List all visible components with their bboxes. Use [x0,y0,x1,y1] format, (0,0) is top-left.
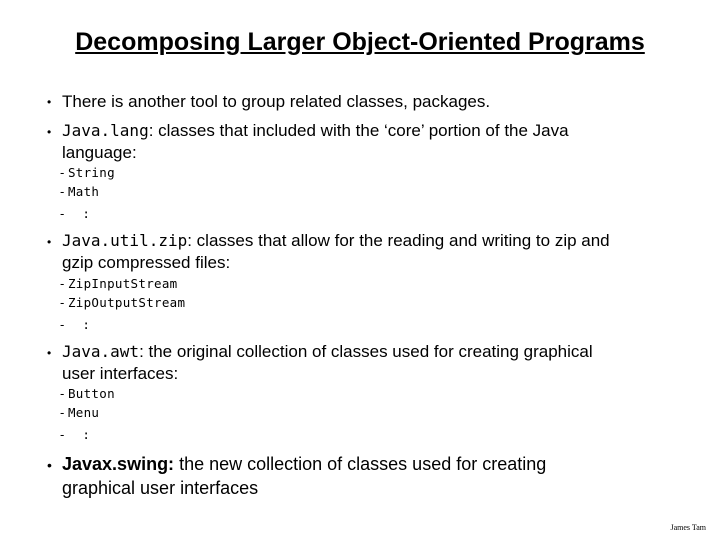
sub-item-zipoutputstream: ZipOutputStream [67,295,186,310]
bullet-5-line2: graphical user interfaces [62,478,259,498]
slide-title: Decomposing Larger Object-Oriented Programs [75,28,645,56]
bullet-3-line1 [62,230,610,252]
bullet-2-marker: • [47,125,52,139]
bullet-1-marker: • [47,95,52,109]
bullet-5-line1 [62,452,546,476]
bullet-3-marker: • [47,235,52,249]
sub-item-zipinputstream: ZipInputStream [67,276,178,291]
bullet-2-sub-1: - String [60,165,115,180]
bullet-3-code: Java.util.zip [62,231,188,250]
sub-item-menu: Menu [67,405,100,420]
bullet-4-sub-1: - Button [60,386,115,401]
bullet-2-ellipsis: - : [60,206,91,221]
bullet-3-desc: : classes that allow for the reading and writing to zip and [187,231,610,250]
bullet-5-bold: Javax.swing: [62,454,175,474]
bullet-5-desc: the new collection of classes used for creating [174,454,547,474]
bullet-4-ellipsis: - : [60,427,91,442]
bullet-4-sub-2: - Menu [60,405,100,420]
bullet-4-line2: user interfaces: [62,364,179,383]
bullet-4-marker: • [47,346,52,360]
bullet-1-text: There is another tool to group related classes, packages. [62,92,491,111]
bullet-3-sub-1: - ZipInputStream [60,276,178,291]
bullet-2-code: Java.lang [62,121,149,140]
bullet-2-sub-2: - Math [60,184,100,199]
sub-item-button: Button [67,386,115,401]
bullet-4-desc: : the original collection of classes used for creating graphical [139,342,593,361]
bullet-3-ellipsis: - : [60,317,91,332]
bullet-5-marker: • [47,457,52,473]
bullet-4-line1 [62,341,593,363]
bullet-3-line2: gzip compressed files: [62,253,231,272]
sub-item-string: String [67,165,115,180]
bullet-2-line1 [62,120,569,142]
bullet-3-sub-2: - ZipOutputStream [60,295,186,310]
sub-item-math: Math [67,184,100,199]
footer-author: James Tam [670,523,706,532]
bullet-2-desc: : classes that included with the ‘core’ portion of the Java [148,121,569,140]
bullet-2-line2: language: [62,143,137,162]
bullet-4-code: Java.awt [62,342,140,361]
